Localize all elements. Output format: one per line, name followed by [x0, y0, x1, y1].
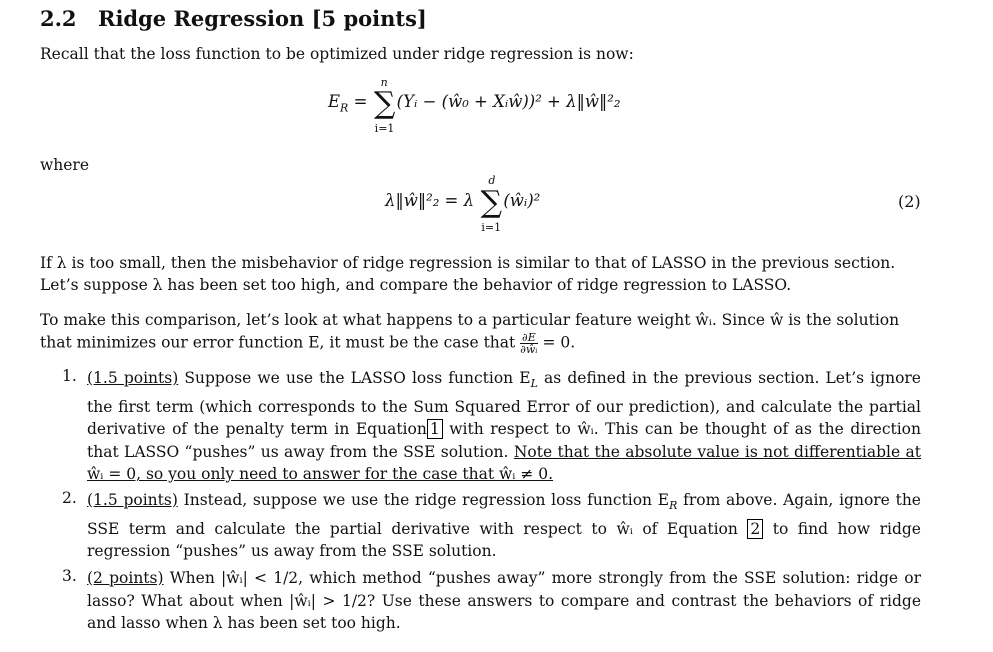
eq1-sum-upper: n: [380, 76, 388, 89]
paragraph2-line1: To make this comparison, let’s look at what happens to a particular feature weight ŵᵢ. Since ŵ is the solution: [40, 311, 900, 329]
item-text: Suppose we use the LASSO loss function E: [184, 369, 531, 387]
section-number: 2.2: [40, 6, 77, 31]
paragraph1-line1: If λ is too small, then the misbehavior of ridge regression is similar to that of LASSO in the previous section.: [40, 254, 896, 272]
item-subscript: R: [669, 499, 678, 513]
eq2-lhs: λ‖ŵ‖²₂ = λ: [385, 191, 475, 210]
eq2-sum-symbol: ∑: [480, 185, 503, 220]
item-text: from above. Again, ignore the SSE term and calculate the partial derivative with respect to ŵᵢ of Equation: [87, 491, 921, 538]
partial-derivative-fraction: [520, 332, 537, 355]
equation-ridge-loss: $E_R$ = n ∑ i=1 (Yᵢ − (ŵ₀ + Xᵢŵ))² + λ‖ŵ‖²₂: [328, 76, 621, 135]
item-body: [87, 367, 921, 486]
item-number: 1.: [62, 367, 77, 385]
section-title: Ridge Regression [5 points]: [98, 6, 427, 31]
intro-text: Recall that the loss function to be optimized under ridge regression is now:: [40, 45, 634, 63]
item-points: (1.5 points): [87, 369, 179, 387]
item-points: (1.5 points): [87, 491, 178, 509]
eq1-sum-lower: i=1: [374, 122, 395, 135]
eq2-sum-lower: i=1: [481, 221, 502, 234]
eq1-sum-symbol: ∑: [373, 86, 396, 121]
paragraph2-line2: [40, 332, 575, 355]
item-note: Note that the absolute value is not differentiable at ŵᵢ = 0, so you only need to answer for the case that ŵᵢ ≠ 0.: [87, 442, 921, 484]
eq1-body: (Yᵢ − (ŵ₀ + Xᵢŵ))² + λ‖ŵ‖²₂: [396, 92, 621, 111]
item-text: with respect to ŵᵢ. This can be thought of as the direction that LASSO “pushes” us away from the SSE solution.: [87, 420, 921, 461]
section-heading: [40, 6, 427, 31]
item-body: [87, 489, 921, 563]
equation-number-2: (2): [898, 192, 921, 211]
frac-numerator: ∂E: [522, 331, 536, 344]
paragraph2-line2-text: that minimizes our error function E, it must be the case that: [40, 333, 516, 352]
equation-ref-link[interactable]: 2: [747, 519, 763, 539]
eq1-lhs: E: [328, 92, 341, 111]
item-text: Instead, suppose we use the ridge regression loss function E: [183, 491, 670, 509]
item-text: as defined in the previous section. Let’s ignore the first term (which corresponds to the Sum Squared Error of our prediction), and calculate the partial derivative of the penalty term in Equation: [87, 369, 921, 439]
paragraph2-line2-end: = 0.: [542, 333, 576, 352]
item-text: to find how ridge regression “pushes” us away from the SSE solution.: [87, 519, 921, 561]
item-body: [87, 567, 921, 635]
frac-denominator: ∂ŵᵢ: [520, 343, 538, 356]
item-number: 3.: [62, 567, 77, 585]
item-text: When |ŵᵢ| < 1/2, which method “pushes away” more strongly from the SSE solution: ridge or lasso? What about when |ŵᵢ| > 1/2? Use these answers to compare and contrast the behaviors of ridge and lasso when λ has been set too high.: [87, 569, 921, 633]
item-number: 2.: [62, 489, 77, 507]
equation-ref-link[interactable]: 1: [427, 419, 443, 439]
item-subscript: L: [530, 377, 538, 391]
eq2-sum-upper: d: [488, 174, 496, 187]
where-label: where: [40, 156, 90, 174]
eq2-body: (ŵᵢ)²: [503, 191, 541, 210]
paragraph1-line2: Let’s suppose λ has been set too high, and compare the behavior of ridge regression to LASSO.: [40, 276, 792, 294]
eq1-lhs-sub: R: [340, 101, 349, 115]
item-points: (2 points): [87, 569, 164, 587]
equation-penalty: [385, 174, 541, 238]
